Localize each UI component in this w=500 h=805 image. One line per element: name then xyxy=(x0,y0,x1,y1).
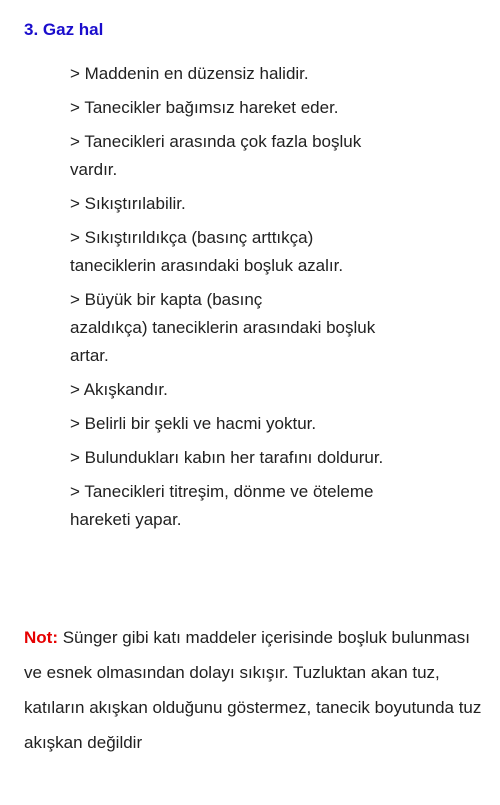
list-item: > Belirli bir şekli ve hacmi yoktur. xyxy=(70,414,317,433)
list-item: > Akışkandır. xyxy=(70,380,168,399)
list-item: > Bulundukları kabın her tarafını doldurur. xyxy=(70,448,384,467)
list-item: > Tanecikleri titreşim, dönme ve öteleme hareketi yapar. xyxy=(70,482,374,529)
note-label: Not: xyxy=(24,628,58,647)
list-item: > Sıkıştırıldıkça (basınç arttıkça) taneciklerin arasındaki boşluk azalır. xyxy=(70,228,344,275)
list-item: > Maddenin en düzensiz halidir. xyxy=(70,64,309,83)
list-item: > Sıkıştırılabilir. xyxy=(70,194,186,213)
note-paragraph xyxy=(24,620,484,760)
list-item: > Büyük bir kapta (basınç azaldıkça) taneciklerin arasındaki boşluk artar. xyxy=(70,290,376,365)
list-item: > Tanecikleri arasında çok fazla boşluk vardır. xyxy=(70,132,362,179)
list-item: > Tanecikler bağımsız hareket eder. xyxy=(70,98,339,117)
section-heading: 3. Gaz hal xyxy=(24,20,104,39)
properties-list xyxy=(70,60,480,540)
note-text: Sünger gibi katı maddeler içerisinde boşluk bulunması ve esnek olmasından dolayı sıkışır. Tuzluktan akan tuz, katıların akışkan olduğunu göstermez, tanecik boyutunda tuz akışkan değildir xyxy=(24,628,482,752)
